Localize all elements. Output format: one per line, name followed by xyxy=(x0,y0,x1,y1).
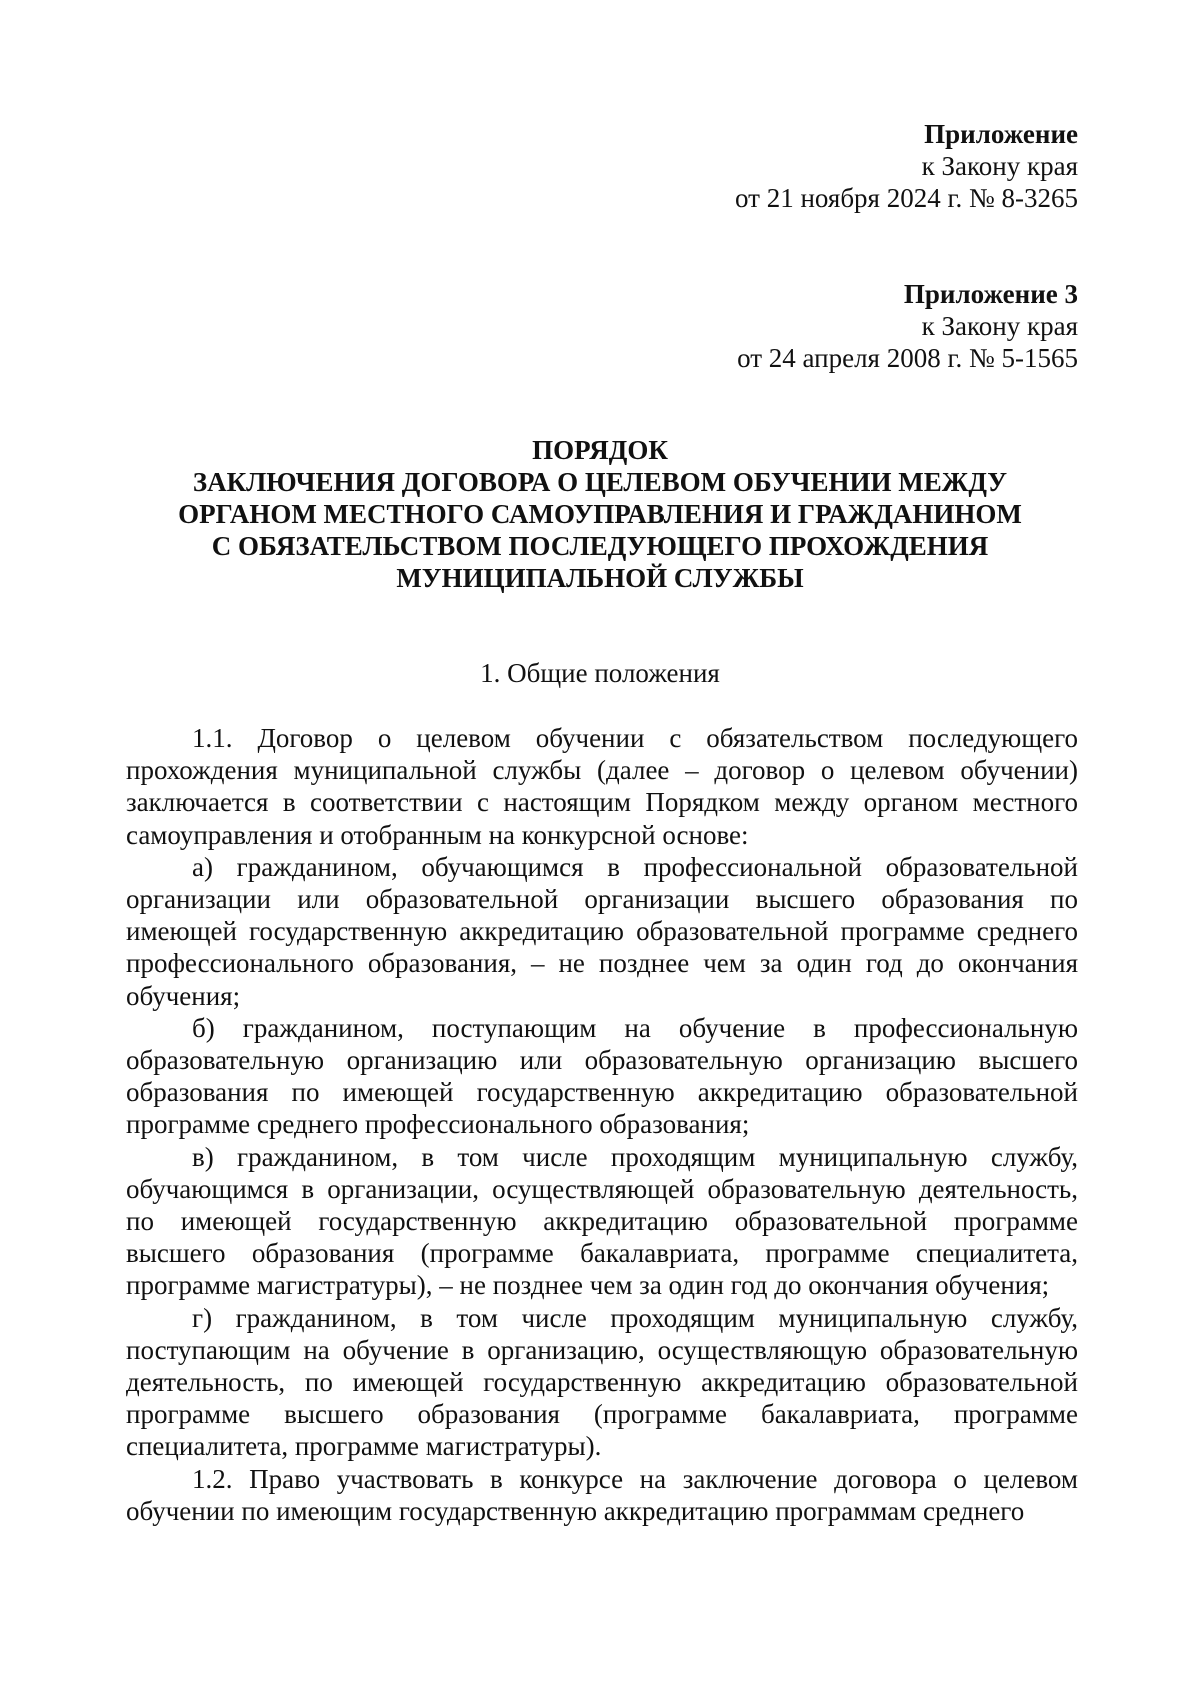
title-line: ОРГАНОМ МЕСТНОГО САМОУПРАВЛЕНИЯ И ГРАЖДАНИНОМ xyxy=(178,499,1022,529)
appendix-law-date: от 21 ноября 2024 г. № 8-3265 xyxy=(735,183,1078,213)
paragraph-1-1: 1.1. Договор о целевом обучении с обязательством последующего прохождения муниципальной службы (далее – договор о целевом обучении) заключается в соответствии с настоящим Порядком между органом местного самоуправления и отобранным на конкурсной основе: xyxy=(126,723,1078,850)
appendix-law-reference: к Закону края xyxy=(921,311,1078,341)
title-line: ЗАКЛЮЧЕНИЯ ДОГОВОРА О ЦЕЛЕВОМ ОБУЧЕНИИ МЕЖДУ xyxy=(192,467,1008,497)
paragraph-item-a: а) гражданином, обучающимся в профессиональной образовательной организации или образовательной организации высшего образования по имеющей государственную аккредитацию образовательной программе среднего профессионального образования, – не позднее чем за один год до окончания обучения; xyxy=(126,851,1078,1011)
appendix-law-reference: к Закону края xyxy=(921,151,1078,181)
document-title xyxy=(120,434,1080,594)
paragraph-item-v: в) гражданином, в том числе проходящим муниципальную службу, обучающимся в организации, осуществляющей образовательную деятельность, по имеющей государственную аккредитацию образовательной программе высшего образования (программе бакалавриата, программе специалитета, программе магистратуры), – не позднее чем за один год до окончания обучения; xyxy=(126,1141,1078,1301)
appendix-header-current xyxy=(735,118,1078,214)
paragraph-item-g: г) гражданином, в том числе проходящим муниципальную службу, поступающим на обучение в организацию, осуществляющую образовательную деятельность, по имеющей государственную аккредитацию образовательной программе высшего образования (программе бакалавриата, программе специалитета, программе магистратуры). xyxy=(126,1302,1078,1462)
section-heading: 1. Общие положения xyxy=(480,658,720,688)
paragraph-1-2: 1.2. Право участвовать в конкурсе на заключение договора о целевом обучении по имеющим государственную аккредитацию программам среднего xyxy=(126,1463,1078,1526)
appendix-law-date: от 24 апреля 2008 г. № 5-1565 xyxy=(737,343,1078,373)
appendix-header-original xyxy=(737,278,1078,374)
document-body xyxy=(126,722,1078,1527)
title-line: МУНИЦИПАЛЬНОЙ СЛУЖБЫ xyxy=(396,563,804,593)
appendix-title: Приложение xyxy=(924,119,1078,149)
title-line: С ОБЯЗАТЕЛЬСТВОМ ПОСЛЕДУЮЩЕГО ПРОХОЖДЕНИЯ xyxy=(211,531,989,561)
appendix-title: Приложение 3 xyxy=(903,279,1078,309)
paragraph-item-b: б) гражданином, поступающим на обучение в профессиональную образовательную организацию или образовательную организацию высшего образования по имеющей государственную аккредитацию образовательной программе среднего профессионального образования; xyxy=(126,1012,1078,1140)
title-line: ПОРЯДОК xyxy=(532,435,668,465)
